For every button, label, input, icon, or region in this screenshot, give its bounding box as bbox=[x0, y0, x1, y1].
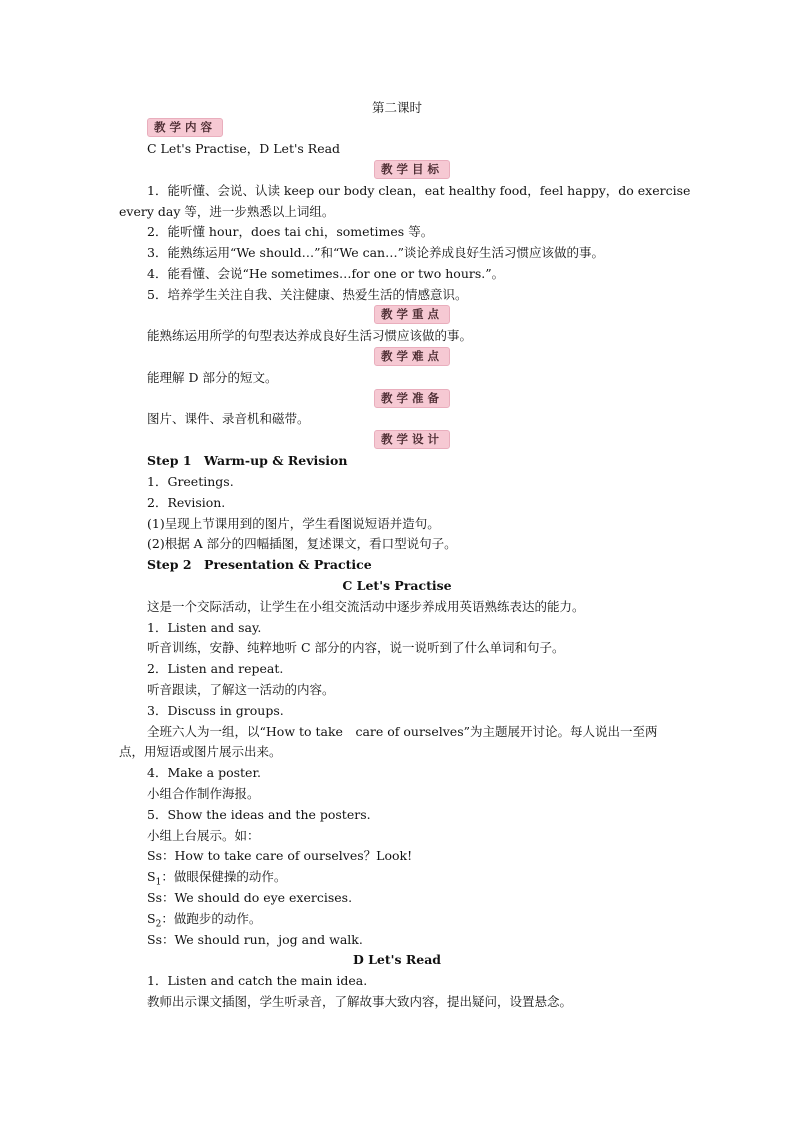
c-item-5: 5．Show the ideas and the posters. bbox=[147, 807, 371, 822]
step2-title: Step 2 Presentation & Practice bbox=[147, 557, 372, 572]
step1-title: Step 1 Warm-up & Revision bbox=[147, 453, 348, 468]
objective-1b: every day 等，进一步熟悉以上词组。 bbox=[119, 204, 335, 219]
step1-line-1: 1．Greetings. bbox=[147, 474, 234, 489]
section-badge-content: 教学内容 bbox=[147, 118, 223, 137]
section-badge-keypoints: 教学重点 bbox=[374, 305, 450, 324]
c-item-4-desc: 小组合作制作海报。 bbox=[147, 786, 260, 801]
content-line: C Let's Practise，D Let's Read bbox=[147, 141, 341, 156]
section-badge-design: 教学设计 bbox=[374, 430, 450, 449]
objective-5: 5．培养学生关注自我、关注健康、热爱生活的情感意识。 bbox=[147, 287, 468, 302]
c-item-3-desc-a: 全班六人为一组，以“How to take care of ourselves”为主题展开讨论。每人说出一至两 bbox=[147, 724, 658, 739]
speaker-label: S bbox=[147, 869, 156, 884]
c-item-1-desc: 听音训练，安静、纯粹地听 C 部分的内容，说一说听到了什么单词和句子。 bbox=[147, 640, 565, 655]
lesson-title: 第二课时 bbox=[371, 100, 422, 115]
c-item-2-desc: 听音跟读，了解这一活动的内容。 bbox=[147, 682, 335, 697]
c-heading: C Let's Practise bbox=[342, 578, 452, 593]
c-item-3-desc-b: 点，用短语或图片展示出来。 bbox=[119, 744, 282, 759]
d-item-1-desc: 教师出示课文插图，学生听录音，了解故事大致内容，提出疑问，设置悬念。 bbox=[147, 994, 573, 1009]
speaker-subscript: 2 bbox=[155, 919, 162, 930]
c-item-4: 4．Make a poster. bbox=[147, 765, 262, 780]
dialogue-line-4 bbox=[147, 911, 261, 933]
d-heading: D Let's Read bbox=[352, 952, 442, 967]
section-badge-difficulties: 教学难点 bbox=[374, 347, 450, 366]
objective-4: 4．能看懂、会说“He sometimes…for one or two hours.”。 bbox=[147, 266, 505, 281]
objective-3: 3．能熟练运用“We should…”和“We can…”谈论养成良好生活习惯应该做的事。 bbox=[147, 245, 604, 260]
step1-line-2: 2．Revision. bbox=[147, 495, 226, 510]
dialogue-line-5: Ss：We should run，jog and walk. bbox=[147, 932, 363, 947]
section-badge-objectives: 教学目标 bbox=[374, 160, 450, 179]
speaker-label: S bbox=[147, 911, 156, 926]
speaker-subscript: 1 bbox=[155, 877, 162, 888]
difficulties-text: 能理解 D 部分的短文。 bbox=[147, 370, 278, 385]
c-item-1: 1．Listen and say. bbox=[147, 620, 262, 635]
dialogue-line-1: Ss：How to take care of ourselves？Look! bbox=[147, 848, 413, 863]
preparation-text: 图片、课件、录音机和磁带。 bbox=[147, 411, 310, 426]
step1-line-4: (2)根据 A 部分的四幅插图，复述课文，看口型说句子。 bbox=[147, 536, 457, 551]
c-item-5-desc: 小组上台展示。如： bbox=[147, 828, 260, 843]
objective-1a: 1．能听懂、会说、认读 keep our body clean，eat healthy food，feel happy，do exercise bbox=[147, 183, 691, 198]
section-badge-preparation: 教学准备 bbox=[374, 389, 450, 408]
d-item-1: 1．Listen and catch the main idea. bbox=[147, 973, 368, 988]
c-intro: 这是一个交际活动，让学生在小组交流活动中逐步养成用英语熟练表达的能力。 bbox=[147, 599, 585, 614]
dialogue-text: ：做跑步的动作。 bbox=[161, 911, 262, 926]
dialogue-line-2 bbox=[147, 869, 286, 891]
c-item-3: 3．Discuss in groups. bbox=[147, 703, 284, 718]
step1-line-3: (1)呈现上节课用到的图片，学生看图说短语并造句。 bbox=[147, 516, 440, 531]
c-item-2: 2．Listen and repeat. bbox=[147, 661, 284, 676]
keypoints-text: 能熟练运用所学的句型表达养成良好生活习惯应该做的事。 bbox=[147, 328, 473, 343]
dialogue-text: ：做眼保健操的动作。 bbox=[161, 869, 287, 884]
objective-2: 2．能听懂 hour，does tai chi，sometimes 等。 bbox=[147, 224, 434, 239]
dialogue-line-3: Ss：We should do eye exercises. bbox=[147, 890, 353, 905]
